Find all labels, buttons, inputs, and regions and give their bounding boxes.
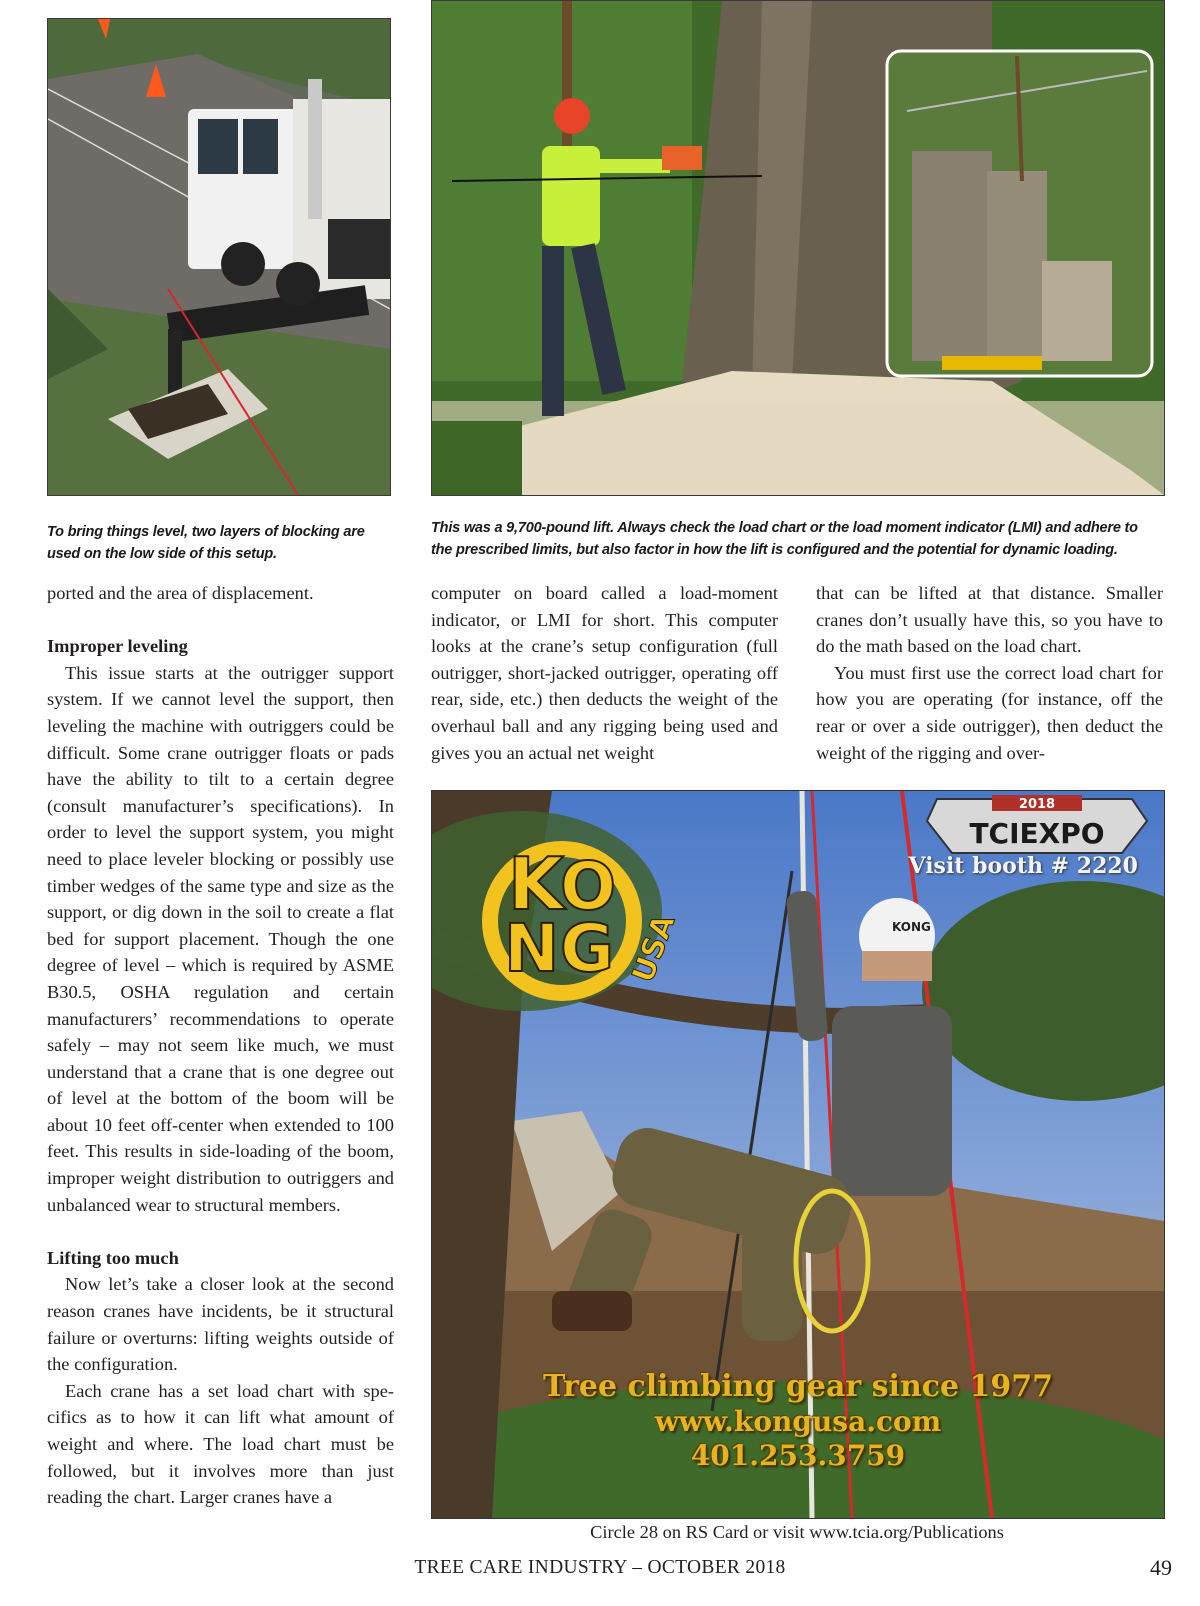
article-column-2	[431, 580, 778, 766]
svg-text:G: G	[560, 910, 615, 987]
paragraph: Each crane has a set load chart with specifics as to how it can lift what amount of weight and where. The load chart must be followed, but it involves more than just reading the chart. Larger cranes have a	[47, 1380, 394, 1508]
page-number: 49	[1150, 1555, 1172, 1580]
helmet-label: KONG	[892, 920, 931, 934]
ad-url-link[interactable]: www.kongusa.com	[654, 1405, 942, 1438]
svg-text:TCIEXPO: TCIEXPO	[969, 817, 1105, 850]
ad-phone: 401.253.3759	[690, 1439, 906, 1472]
right-photo-caption: This was a 9,700-pound lift. Always check the load chart or the load moment indicator (LMI) and adhere to the prescribed limits, but also factor in how the lift is configured and the potential for dynamic loading.	[431, 520, 1138, 558]
crane-blocking-photo	[47, 18, 391, 496]
svg-text:2018: 2018	[1018, 797, 1056, 812]
section-heading-lifting: Lifting too much	[47, 1247, 179, 1268]
article-column-1	[47, 580, 394, 1511]
paragraph: that can be lifted at that distance. Smaller cranes don’t usually have this, so you have to do the math based on the load chart.	[816, 583, 1163, 657]
svg-text:USA: USA	[625, 910, 683, 988]
magazine-footer: TREE CARE INDUSTRY – OCTOBER 2018	[414, 1557, 786, 1578]
kong-advertisement[interactable]	[431, 790, 1165, 1519]
section-heading-leveling: Improper leveling	[47, 636, 188, 657]
svg-text:N: N	[504, 910, 560, 987]
tree-removal-photo	[431, 0, 1165, 496]
paragraph: computer on board called a load-moment indicator, or LMI for short. This computer looks at the crane’s setup configuration (full outrigger, short-jacked outrigger, operating off rear, side, etc.) then deducts the weight of the overhaul ball and any rigging being used and gives you an actual net weight	[431, 583, 778, 763]
svg-text:O: O	[560, 848, 617, 925]
paragraph: You must first use the correct load chart for how you are operating (for instance, off the rear or over a side outrigger), then deduct the weight of the rigging and over-	[816, 662, 1163, 763]
paragraph: ported and the area of displacement.	[47, 583, 314, 603]
booth-text: Visit booth # 2220	[908, 853, 1138, 879]
left-photo-caption: To bring things level, two layers of blocking are used on the low side of this setup.	[47, 524, 365, 562]
paragraph: This issue starts at the outrigger support system. If we cannot level the support, then leveling the machine with outriggers could be difficult. Some crane outrigger floats or pads have the ability to tilt to a certain degree (consult manufacturer’s specifications). In order to level the support system, you might need to place leveler blocking or possibly use timber wedges of the same type and size as the support, or dig down in the soil to create a flat bed for support placement. Though the one degree of level – which is required by ASME B30.5, OSHA regulation and certain manufacturers’ recommendations to operate safely – may not seem like much, we must understand that a crane that is one degree out of level at the bottom of the boom will be about 10 feet off-center when extended to 100 feet. This results in side-loading of the boom, improper weight distribution to outriggers and unbalanced wear to structural members.	[47, 662, 394, 1215]
paragraph: Now let’s take a closer look at the second reason cranes have incidents, be it structural failure or overturns: lifting weights outside of the configuration.	[47, 1274, 394, 1375]
ad-tagline: Tree climbing gear since 1977	[542, 1369, 1054, 1404]
svg-text:K: K	[508, 842, 564, 926]
rs-card-note: Circle 28 on RS Card or visit www.tcia.org/Publications	[590, 1522, 1004, 1542]
article-column-3	[816, 580, 1163, 766]
tci-expo-badge	[927, 795, 1147, 853]
